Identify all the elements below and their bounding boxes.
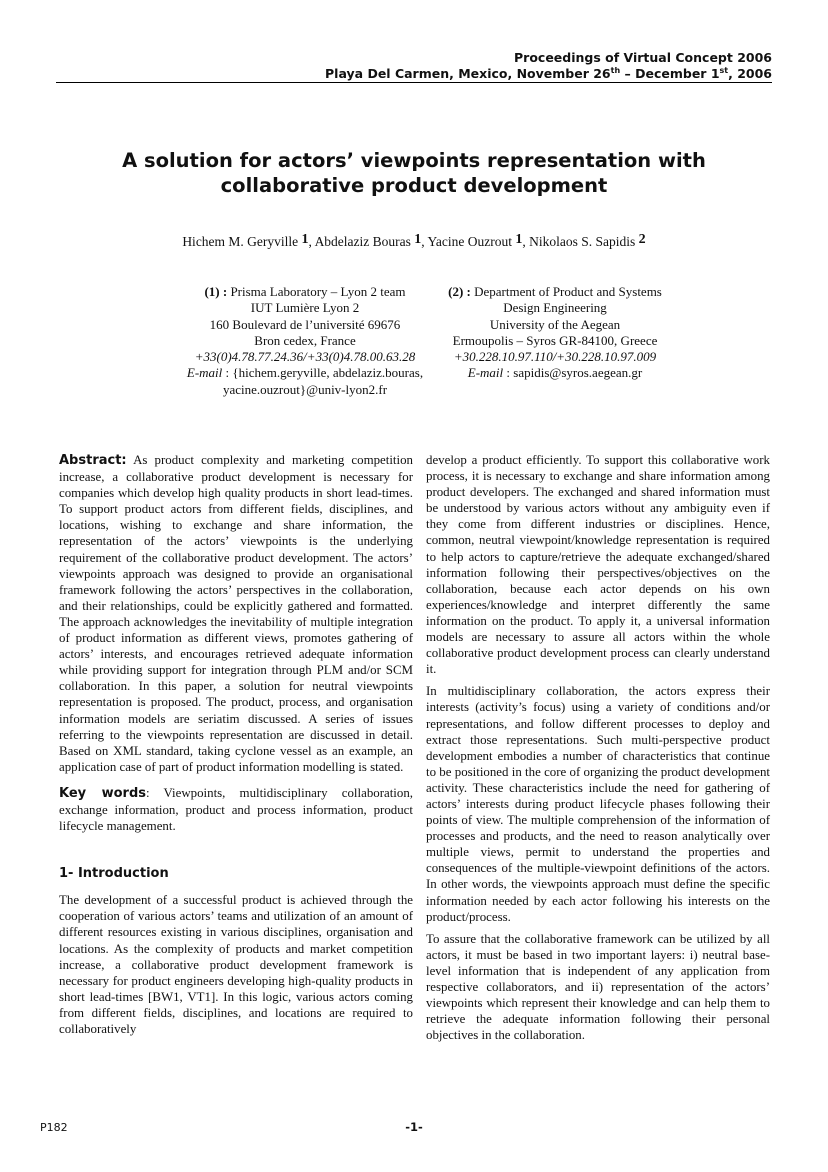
phone-number: +33(0)4.78.77.24.36/+33(0)4.78.00.63.28	[194, 349, 416, 365]
paragraph: To assure that the collaborative framework can be utilized by all actors, it must be based in two important layers: i) neutral base-level information that is independent of any application from respective collaborators, and ii) representation of the actors’ viewpoints which represent their knowledge and can help them to retrieve the adequate information following their personal objectives in the collaboration.	[426, 931, 770, 1043]
author: Hichem M. Geryville 1,	[182, 232, 315, 249]
keywords-label: Key words	[59, 785, 146, 801]
paper-code: P182	[40, 1121, 68, 1134]
left-column	[59, 452, 413, 1037]
abstract-label: Abstract:	[59, 453, 127, 468]
affiliation-2: (2) : Department of Product and Systems Design Engineering University of the Aegean Ermoupolis – Syros GR-84100, Greece +30.228.10.97.110/+30.228.10.97.009 E-mail : sapidis@syros.aegean.gr	[390, 284, 720, 382]
keywords-text: : Viewpoints, multidisciplinary collaboration, exchange information, product and process information, product lifecycle management.	[59, 785, 413, 834]
email-address: : sapidis@syros.aegean.gr	[503, 365, 643, 381]
phone-number: +30.228.10.97.110/+30.228.10.97.009	[453, 349, 657, 365]
header-line-1: Proceedings of Virtual Concept 2006	[514, 50, 772, 65]
right-column	[426, 452, 770, 1043]
title-line-1: A solution for actors’ viewpoints representation with	[122, 149, 706, 172]
abstract	[59, 452, 413, 775]
paragraph: The development of a successful product is achieved through the cooperation of various actors’ teams and utilization of an amount of different resources existing in various disciplines, organisation and locations. As the complexity of products and market competition increase, a collaborative product development framework is necessary for product engineers developing high-quality products in short lead-times [BW1, VT1]. In this logic, various actors coming from different fields, disciplines, and locations are required to collaboratively	[59, 893, 413, 1036]
email-address: : {hichem.geryville, abdelaziz.bouras,	[222, 365, 424, 381]
page-number: -1-	[405, 1120, 423, 1134]
header-line-2: Playa Del Carmen, Mexico, November 26th – December 1st, 2006	[325, 65, 772, 81]
affiliation-1: (1) : Prisma Laboratory – Lyon 2 team IUT Lumière Lyon 2 160 Boulevard de l’université 69676 Bron cedex, France +33(0)4.78.77.24.36/+33(0)4.78.00.63.28 E-mail : {hichem.geryville, abdelaziz.bouras, yacine.ouzrout}@univ-lyon2.fr	[140, 284, 470, 398]
section-heading: 1- Introduction	[59, 866, 169, 882]
author: Nikolaos S. Sapidis 2	[529, 232, 646, 249]
paper-title	[56, 148, 772, 198]
author: Abdelaziz Bouras 1,	[314, 232, 428, 249]
paragraph: develop a product efficiently. To support this collaborative work process, it is necessary to exchange and share information among product developers. The exchanged and shared information must be understood by various actors without any ambiguity even if they come from different industries or disciplines. Hence, common, neutral viewpoint/knowledge representation is required to help actors to capture/retrieve the adequate exchanged/shared information following their perspectives/objectives on the collaboration, because each actor depends on his own experiences/knowledge and interpret differently the same information on the product. To apply it, a universal information models are necessary to assure all actors within the whole collaborative product development process can clearly understand it.	[426, 453, 770, 677]
email-address: yacine.ouzrout}@univ-lyon2.fr	[222, 381, 388, 397]
keywords	[59, 785, 413, 834]
author: Yacine Ouzrout 1,	[427, 232, 530, 249]
title-line-2: collaborative product development	[220, 174, 608, 197]
proceedings-header	[56, 50, 772, 82]
author-list	[56, 230, 772, 252]
abstract-text: As product complexity and marketing competition increase, a collaborative product development is necessary for companies which develop high quality products in short lead-times. To support product actors from different fields, disciplines, and locations, wishing to exchange and share information, the representation of the actors’ viewpoints is the underlying requirement of the collaborative product development. The actors’ viewpoints approach was designed to provide an organisational framework following the actors’ perspectives in the collaboration, and their relationships, could be explicitly gathered and formatted. The approach acknowledges the inevitability of multiple integration of product information as different views, promotes gathering of actors’ interests, and encourages retrieved adequate information while providing support for integration through PLM and/or SCM collaboration. In this paper, a solution for neutral viewpoints representation is proposed. The product, process, and organisation information models are seriatim discussed. A series of issues referring to the viewpoints representation are discussed in detail. Based on XML standard, taking cyclone vessel as an example, an application case of part of product information modelling is stated.	[59, 453, 413, 774]
paragraph: In multidisciplinary collaboration, the actors express their interests (activity’s focus) using a variety of conditions and/or representations, and follow different processes to deploy and extract those representations. Such multi-perspective product development embodies a number of characteristics that continue to be positioned in the core of organizing the product development activity. These characteristics include the need for gathering of actors’ interests during product lifecycle phases following their points of view. The multiple comprehension of the information of processes and products, and the need to reason analytically over multiple views, permit to understand the properties and consequences of the multiple-viewpoint definitions of the actors. In other words, the viewpoints approach must define the specific information needed by each actor following his interests on the product/process.	[426, 684, 770, 924]
header-rule	[56, 82, 772, 83]
